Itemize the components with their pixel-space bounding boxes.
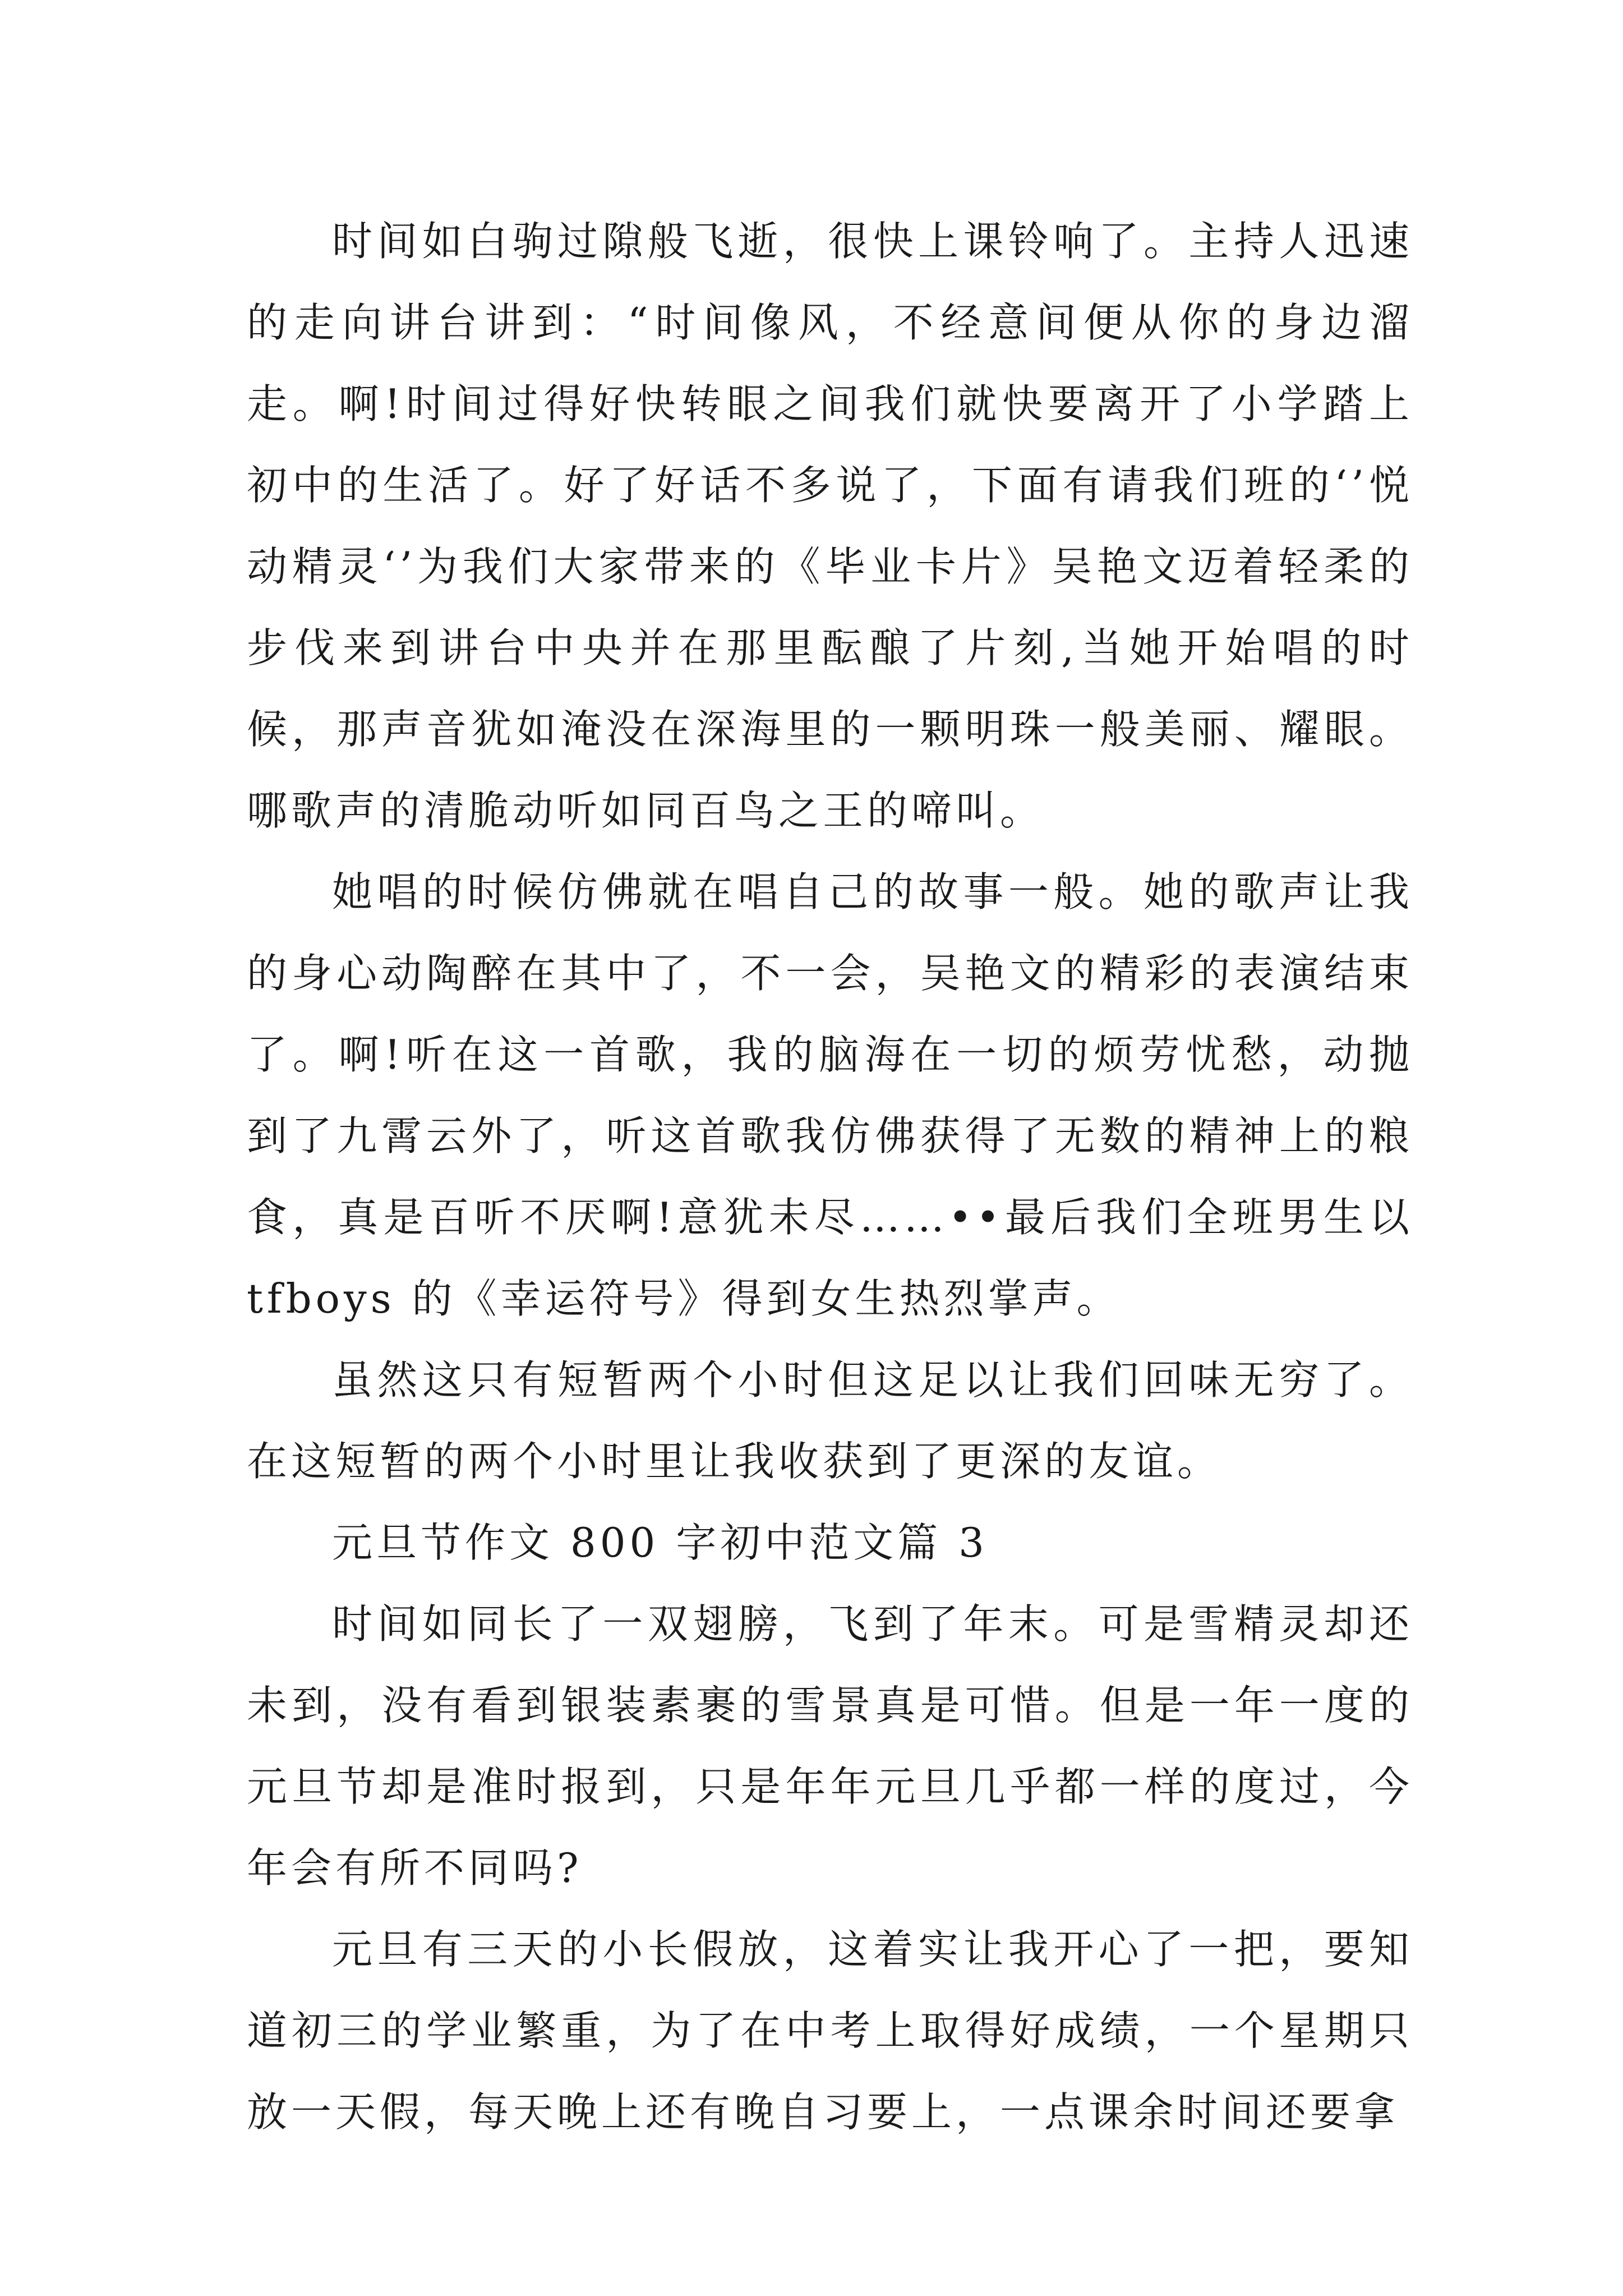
section-heading: 元旦节作文 800 字初中范文篇 3 xyxy=(332,1519,988,1566)
paragraph: 虽然这只有短暂两个小时但这足以让我们回味无穷了。在这短暂的两个小时里让我收获到了更深的友谊。 xyxy=(247,1356,1413,1485)
paragraph: 时间如白驹过隙般飞逝，很快上课铃响了。主持人迅速的走向讲台讲到：“时间像风，不经意间便从你的身边溜走。啊!时间过得好快转眼之间我们就快要离开了小学踏上初中的生活了。好了好话不多说了，下面有请我们班的‘’悦动精灵‘’为我们大家带来的《毕业卡片》吴艳文迈着轻柔的步伐来到讲台中央并在那里酝酿了片刻,当她开始唱的时候，那声音犹如淹没在深海里的一颗明珠一般美丽、耀眼。哪歌声的清脆动听如同百鸟之王的啼叫。 xyxy=(247,218,1413,834)
article-body xyxy=(247,201,1413,2153)
paragraph: 时间如同长了一双翅膀，飞到了年末。可是雪精灵却还未到，没有看到银装素裹的雪景真是可惜。但是一年一度的元旦节却是准时报到，只是年年元旦几乎都一样的度过，今年会有所不同吗? xyxy=(247,1600,1413,1892)
paragraph: 她唱的时候仿佛就在唱自己的故事一般。她的歌声让我的身心动陶醉在其中了，不一会，吴艳文的精彩的表演结束了。啊!听在这一首歌，我的脑海在一切的烦劳忧愁，动抛到了九霄云外了，听这首歌我仿佛获得了无数的精神上的粮食，真是百听不厌啊!意犹未尽……••最后我们全班男生以 tfboys 的《幸运符号》得到女生热烈掌声。 xyxy=(247,868,1413,1322)
paragraph: 元旦有三天的小长假放，这着实让我开心了一把，要知道初三的学业繁重，为了在中考上取得好成绩，一个星期只放一天假，每天晚上还有晚自习要上，一点课余时间还要拿 xyxy=(247,1926,1413,2136)
